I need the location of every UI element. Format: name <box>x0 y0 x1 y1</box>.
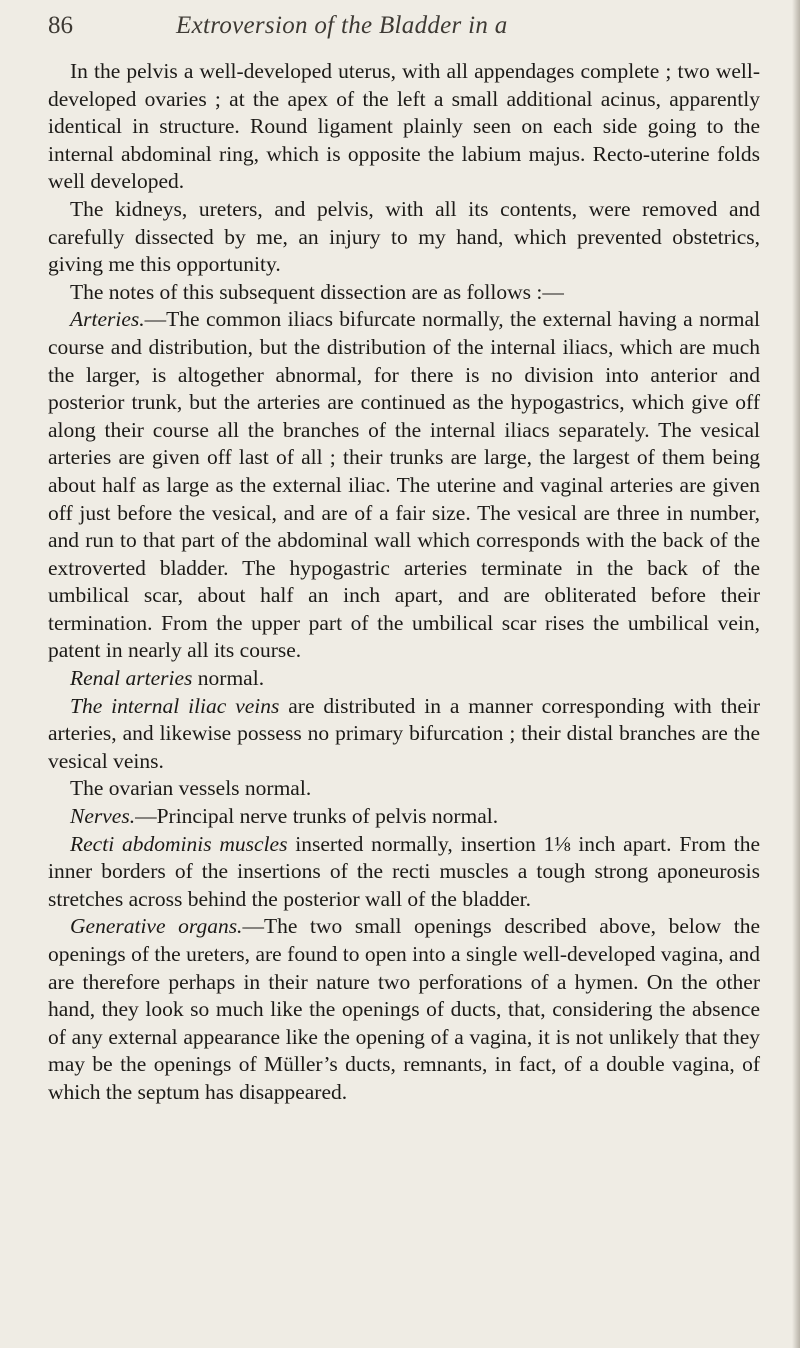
paragraph-kidneys <box>48 196 760 279</box>
paragraph-notes-intro <box>48 279 760 307</box>
section-heading-renal-arteries: Renal arteries <box>70 666 193 691</box>
paragraph-kidneys-text: The kidneys, ureters, and pelvis, with all its contents, were removed and carefully dissected by me, an injury to my hand, which prevented obstetrics, giving me this opportunity. <box>48 196 760 277</box>
paragraph-uterus-text: In the pelvis a well-developed uterus, with all appendages complete ; two well-developed ovaries ; at the apex of the left a small additional acinus, apparently identical in structure. Round ligament plainly seen on each side going to the internal abdominal ring, which is opposite the labium majus. Recto-uterine folds well developed. <box>48 59 760 194</box>
paragraph-recti <box>48 831 760 914</box>
body-text <box>48 58 760 1107</box>
paragraph-nerves-text: —Principal nerve trunks of pelvis normal. <box>135 804 499 829</box>
paragraph-ovarian-vessels <box>48 775 760 803</box>
page-edge-shadow <box>792 0 800 1348</box>
section-heading-arteries: Arteries. <box>70 307 145 332</box>
section-heading-iliac-veins: The internal iliac veins <box>70 693 280 718</box>
paragraph-notes-intro-text: The notes of this subsequent dissection are as follows :— <box>70 279 564 304</box>
paragraph-arteries-text: —The common iliacs bifurcate normally, the external having a normal course and distribution, but the distribution of the internal iliacs, which are much the larger, is altogether abnormal, for there is no division into anterior and posterior trunk, but the arteries are continued as the hypogastrics, which give off along their course all the branches of the internal iliacs separately. The vesical arteries are given off last of all ; their trunks are large, the largest of them being about half as large as the external iliac. The uterine and vaginal arteries are given off just before the vesical, and are of a fair size. The vesical are three in number, and run to that part of the abdominal wall which corresponds with the back of the extroverted bladder. The hypogastric arteries terminate in the back of the umbilical scar, about half an inch apart, and are obliterated before their termination. From the upper part of the umbilical scar rises the umbilical vein, patent in nearly all its course. <box>48 307 760 663</box>
paragraph-ovarian-vessels-text: The ovarian vessels normal. <box>70 776 312 801</box>
running-head <box>48 6 760 46</box>
section-heading-generative-organs: Generative organs. <box>70 914 243 939</box>
paragraph-uterus <box>48 58 760 196</box>
paragraph-recti-text: inserted normally, insertion 1⅛ inch apart. From the inner borders of the insertions of the recti muscles a tough strong aponeurosis stretches across behind the posterior wall of the bladder. <box>48 831 760 911</box>
paragraph-iliac-veins <box>48 693 760 776</box>
paragraph-renal-arteries-text: normal. <box>192 666 265 691</box>
paragraph-nerves <box>48 803 760 831</box>
paragraph-iliac-veins-text: are distributed in a manner corresponding with their arteries, and likewise possess no primary bifurcation ; their distal branches are the vesical veins. <box>48 693 761 773</box>
paragraph-generative-organs <box>48 913 760 1106</box>
paragraph-renal-arteries <box>48 665 760 693</box>
running-title: Extroversion of the Bladder in a <box>176 12 508 39</box>
section-heading-nerves: Nerves. <box>70 804 136 829</box>
section-heading-recti: Recti abdominis muscles <box>70 831 288 856</box>
paragraph-arteries <box>48 306 760 665</box>
page-number: 86 <box>48 12 73 39</box>
paragraph-generative-organs-text: —The two small openings described above, below the openings of the ureters, are found to open into a single well-developed vagina, and are therefore perhaps in their nature two perforations of a hymen. On the other hand, they look so much like the openings of ducts, that, considering the absence of any external appearance like the opening of a vagina, it is not unlikely that they may be the openings of Müller’s ducts, remnants, in fact, of a double vagina, of which the septum has disappeared. <box>48 914 760 1104</box>
